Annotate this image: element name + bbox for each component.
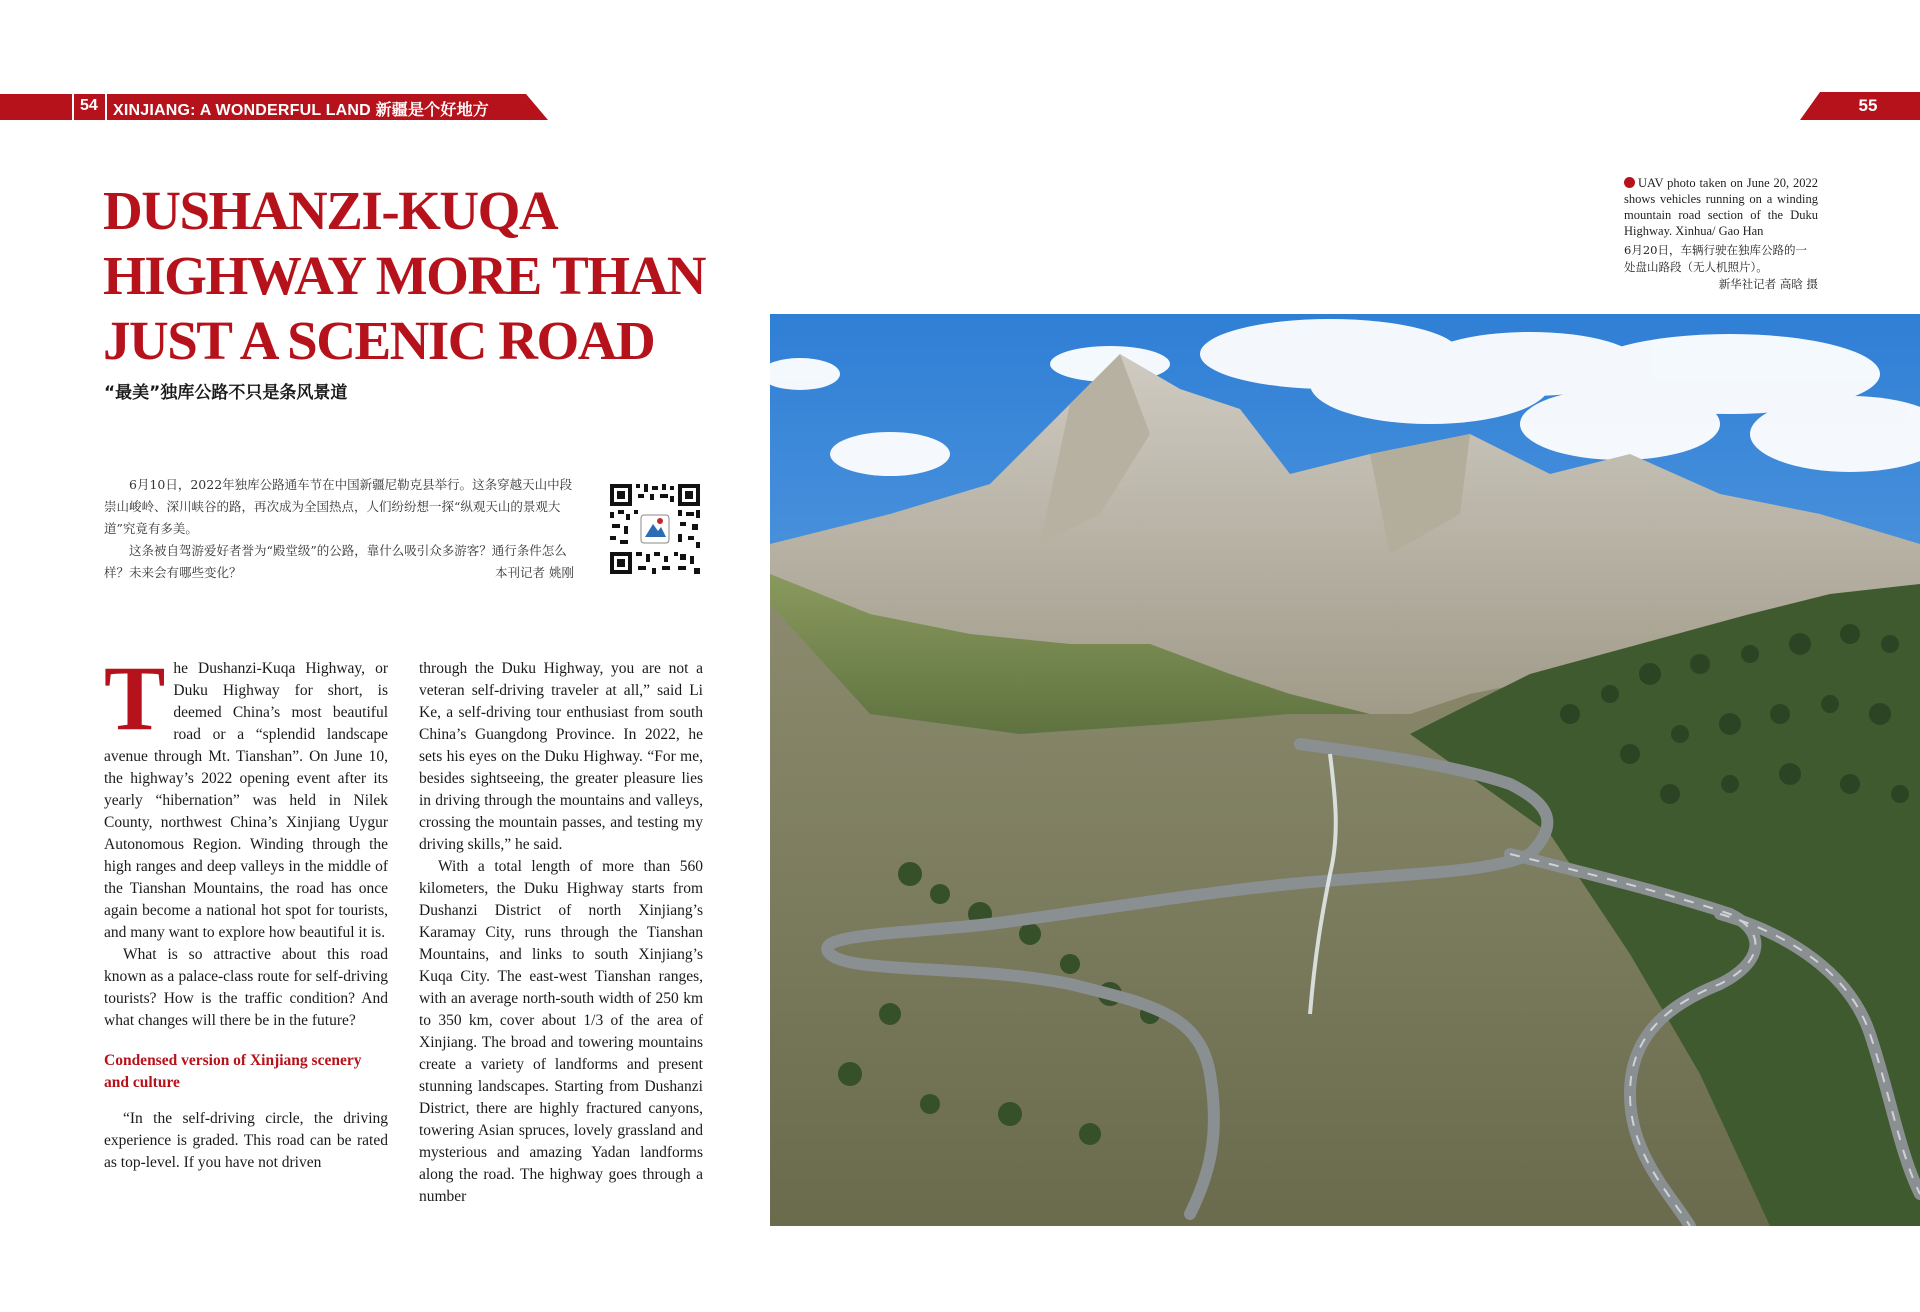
article-subtitle: “最美”独库公路不只是条风景道 xyxy=(104,383,348,403)
intro-paragraph-2 xyxy=(104,540,574,584)
intro-paragraph-1: 6月10日，2022年独库公路通车节在中国新疆尼勒克县举行。这条穿越天山中段崇山峻岭、深川峡谷的路，再次成为全国热点，人们纷纷想一探“纵观天山的景观大道”究竟有多美。 xyxy=(104,477,573,536)
left-page-number: 54 xyxy=(80,97,98,114)
photo-caption-en: UAV photo taken on June 20, 2022 shows vehicles running on a winding mountain road section of the Duku Highway. Xinhua/ Gao Han xyxy=(1624,176,1818,238)
qr-code-icon[interactable] xyxy=(608,482,702,576)
body-paragraph-1-text: he Dushanzi-Kuqa Highway, or Duku Highway for short, is deemed China’s most beautiful road or a “splendid landscape avenue through Mt. Tianshan”. On June 10, the highway’s 2022 opening event after its yearly “hibernation” was held in Nilek County, northwest China’s Xinjiang Uygur Autonomous Region. Winding through the high ranges and deep valleys in the middle of the Tianshan Mountains, the road has once again become a national hot spot for tourists, and many want to explore how beautiful it is. xyxy=(104,660,388,941)
photo-caption-cn-text: 6月20日，车辆行驶在独库公路的一处盘山路段（无人机照片）。 xyxy=(1624,243,1807,274)
body-paragraph-3: “In the self-driving circle, the driving experience is graded. This road can be rated as top-level. If you have not driven xyxy=(104,1110,388,1171)
body-column-2 xyxy=(419,658,703,1208)
photo-caption xyxy=(1624,175,1818,239)
section-header xyxy=(0,94,548,120)
intro-byline: 本刊记者 姚刚 xyxy=(495,565,574,580)
body-column-1 xyxy=(104,647,388,1174)
body-paragraph-1 xyxy=(104,647,388,944)
photo-credit: 新华社记者 高晗 摄 xyxy=(1718,277,1818,291)
mountain-highway-photo xyxy=(770,314,1920,1226)
intro-paragraph-2-text: 这条被自驾游爱好者誉为“殿堂级”的公路，靠什么吸引众多游客？通行条件怎么样？未来会有哪些变化？ xyxy=(104,543,567,580)
bullet-icon xyxy=(1624,177,1635,188)
chinese-intro xyxy=(104,474,574,584)
body-paragraph-4: With a total length of more than 560 kilometers, the Duku Highway starts from Dushanzi District of north Xinjiang’s Karamay City, runs through the Tianshan Mountains, and links to south Xinjiang’s Kuqa City. The east-west Tianshan ranges, with an average north-south width of 250 km to 350 km, cover about 1/3 of the area of Xinjiang. The broad and towering mountains create a variety of landforms and present stunning landscapes. Starting from Dushanzi District, there are highly fractured canyons, towering Asian spruces, lovely grassland and mysterious and amazing Yadan landforms along the road. The highway goes through a number xyxy=(419,858,703,1205)
body-paragraph-3-continued: through the Duku Highway, you are not a veteran self-driving traveler at all,” said Li Ke, a self-driving tour enthusiast from south China’s Guangdong Province. In 2022, he sets his eyes on the Duku Highway. “For me, besides sightseeing, the greater pleasure lies in driving through the mountains and valleys, crossing the mountain passes, and testing my driving skills,” he said. xyxy=(419,660,703,853)
section-title: XINJIANG: A WONDERFUL LAND 新疆是个好地方 xyxy=(113,102,489,119)
landscape-illustration xyxy=(770,314,1920,1226)
right-page-tab xyxy=(1800,92,1920,120)
article-title: DUSHANZI-KUQA HIGHWAY MORE THAN JUST A SCENIC ROAD xyxy=(103,180,706,371)
right-page-number: 55 xyxy=(1858,96,1878,115)
photo-caption-cn xyxy=(1624,242,1818,293)
section-heading: Condensed version of Xinjiang scenery and culture xyxy=(104,1052,362,1091)
body-paragraph-2: What is so attractive about this road known as a palace-class route for self-driving tourists? How is the traffic condition? And what changes will there be in the future? xyxy=(104,946,388,1029)
drop-cap: T xyxy=(104,647,166,749)
